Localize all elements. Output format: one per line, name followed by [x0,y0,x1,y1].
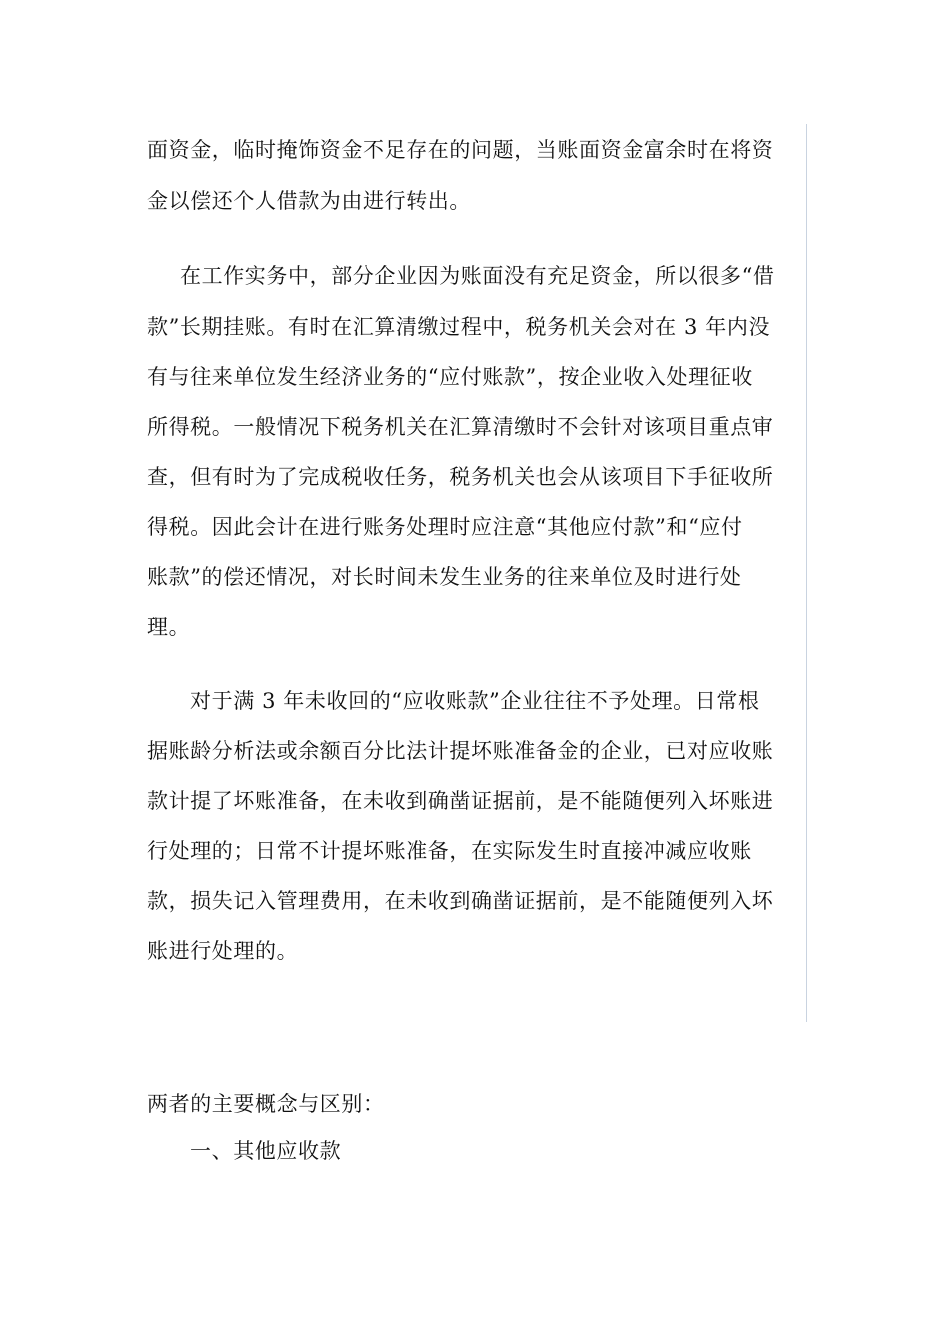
paragraph-2-line-6: 得税。因此会计在进行账务处理时应注意“其他应付款”和“应付 [147,515,743,539]
paragraph-3-line-1: 对于满 3 年未收回的“应收账款”企业往往不予处理。日常根 [190,689,760,713]
paragraph-2-line-3: 有与往来单位发生经济业务的“应付账款”，按企业收入处理征收 [147,365,753,389]
paragraph-3-line-6: 账进行处理的。 [147,939,299,963]
paragraph-2-line-4: 所得税。一般情况下税务机关在汇算清缴时不会针对该项目重点审 [147,415,774,439]
paragraph-3-line-5: 款，损失记入管理费用，在未收到确凿证据前，是不能随便列入坏 [147,889,774,913]
paragraph-3-line-3: 款计提了坏账准备，在未收到确凿证据前，是不能随便列入坏账进 [147,789,774,813]
paragraph-2-line-1: 在工作实务中，部分企业因为账面没有充足资金，所以很多“借 [180,264,775,288]
subsection-heading: 一、其他应收款 [190,1139,342,1163]
paragraph-3-line-2: 据账龄分析法或余额百分比法计提坏账准备金的企业，已对应收账 [147,739,774,763]
paragraph-1-line-2: 金以偿还个人借款为由进行转出。 [147,189,471,213]
section-heading: 两者的主要概念与区别： [147,1092,385,1116]
paragraph-1-line-1: 面资金，临时掩饰资金不足存在的问题，当账面资金富余时在将资 [147,138,774,162]
paragraph-2-line-7: 账款”的偿还情况，对长时间未发生业务的往来单位及时进行处 [147,565,742,589]
paragraph-2-line-2: 款”长期挂账。有时在汇算清缴过程中，税务机关会对在 3 年内没 [147,315,771,339]
paragraph-3-line-4: 行处理的；日常不计提坏账准备，在实际发生时直接冲减应收账 [147,839,752,863]
margin-rule [806,124,807,1022]
paragraph-2-line-8: 理。 [147,615,191,639]
paragraph-2-line-5: 查，但有时为了完成税收任务，税务机关也会从该项目下手征收所 [147,465,774,489]
